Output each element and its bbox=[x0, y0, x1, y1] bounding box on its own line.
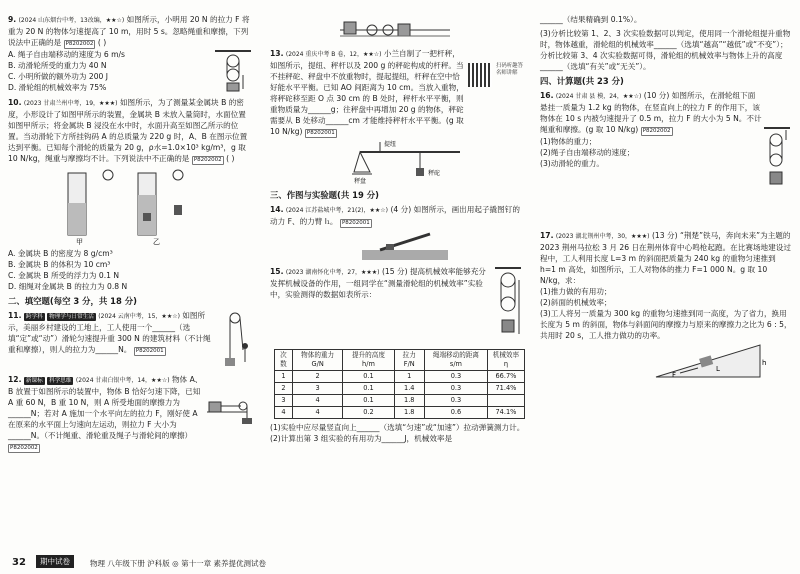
table-row bbox=[275, 371, 525, 383]
q14-number: 14. bbox=[270, 205, 284, 214]
q14-text: 如图所示，画出用起子撬图钉的动力 F、的力臂 l₁。 bbox=[270, 205, 520, 226]
table-cell: 74.1% bbox=[487, 407, 524, 419]
table-row bbox=[275, 383, 525, 395]
question-10 bbox=[8, 97, 253, 292]
q16-pulley-figure bbox=[762, 90, 792, 190]
q12-source: (2024 甘肃白银中考，14，★★☆) bbox=[75, 377, 170, 384]
q16-text: 如图所示，在滑轮组下面悬挂一质量为 1.2 kg 的物体，在竖直向上的拉力 F 的作用下，该物体在 10 s 内被匀速提升了 0.5 m，拉力 F 的大小为 5 N。不计绳重和摩擦。(g 取 10 N/kg) bbox=[540, 91, 762, 134]
q9-option-d: D. 滑轮组的机械效率为 75% bbox=[8, 83, 107, 92]
q10-option-b: B. 金属块 B 的体积为 10 cm³ bbox=[8, 260, 111, 269]
q9-option-c: C. 小明所做的额外功为 200 J bbox=[8, 72, 109, 81]
q15-points: (15 分) bbox=[381, 267, 408, 276]
q11-source: (2024 云南中考，15，★★☆) bbox=[98, 313, 180, 320]
q10-paren: ( ) bbox=[226, 154, 235, 163]
q10-option-a: A. 金属块 B 的密度为 8 g/cm³ bbox=[8, 249, 113, 258]
q13-tag: P8202001 bbox=[306, 130, 335, 136]
question-15 bbox=[270, 266, 525, 444]
q17-sub-1: (1)推力做的有用功； bbox=[540, 287, 612, 296]
section-4-title: 四、计算题(共 23 分) bbox=[540, 76, 624, 86]
table-cell: 4 bbox=[275, 407, 293, 419]
table-cell: 0.1 bbox=[343, 383, 394, 395]
q10-text: 如图所示，为了测量某金属块 B 的密度，小形设计了如图甲所示的装置，金属块 B 未放入量筒时，水面位置如图甲所示；将金属块 B 浸没在水中时，水面升高至如图乙所示的位置。当动滑轮下方所挂钩码 A 的总质量为 220 g 时，A、B 在图示位置达到平衡。已知每个滑轮的质量为 20 g，ρ水=1.0×10³ kg/m³，g 取 10 N/kg，绳重与摩擦均不计。下列说法中不正确的是 bbox=[8, 98, 248, 163]
q14-source: (2024 江苏盐城中考，21(2)，★★☆) bbox=[285, 207, 389, 214]
q15-source: (2023 湖南怀化中考，27，★★★) bbox=[285, 269, 380, 276]
q11-badge-topic: 物理学与日常生活 bbox=[49, 314, 94, 320]
q16-sub-3: (3)动滑轮的重力。 bbox=[540, 159, 604, 168]
q10-number: 10. bbox=[8, 98, 22, 107]
table-header: 机械效率 η bbox=[487, 350, 524, 371]
label-h: h bbox=[762, 359, 767, 367]
q16-tag: P8202002 bbox=[642, 128, 671, 134]
right-column bbox=[540, 14, 792, 385]
q11-tag: P8202001 bbox=[135, 348, 164, 354]
qr-note: 扫码听趣答 名师讲解 bbox=[496, 63, 523, 76]
q14-pry-figure bbox=[360, 228, 450, 262]
question-14 bbox=[270, 204, 525, 262]
qr-code[interactable] bbox=[468, 63, 492, 87]
table-cell: 0.1 bbox=[343, 395, 394, 407]
q17-source: (2023 湖北荆州中考，30，★★★) bbox=[555, 233, 650, 240]
table-row bbox=[275, 407, 525, 419]
q9-number: 9. bbox=[8, 15, 17, 24]
section-2-title: 二、填空题(每空 3 分，共 18 分) bbox=[8, 296, 137, 306]
label-chengtuo: 秤砣 bbox=[428, 170, 441, 177]
q16-source: (2024 甘肃 县 模，24，★★☆) bbox=[555, 93, 642, 100]
page-footer bbox=[0, 552, 800, 574]
q17-sub-2: (2)斜面的机械效率； bbox=[540, 298, 612, 307]
q9-option-a: A. 绳子自由端移动的速度为 6 m/s bbox=[8, 50, 125, 59]
table-cell: 1.4 bbox=[394, 383, 424, 395]
label-L: L bbox=[716, 365, 720, 373]
question-9 bbox=[8, 14, 253, 93]
table-header: 提升的高度 h/m bbox=[343, 350, 394, 371]
question-17 bbox=[540, 230, 792, 381]
figure-label-jia: 甲 bbox=[76, 238, 83, 245]
q15-number: 15. bbox=[270, 267, 284, 276]
table-cell: 0.1 bbox=[343, 371, 394, 383]
q13-steelyard-figure bbox=[350, 138, 470, 186]
q15-sub-1: (1)实验中应尽量竖直向上______（选填“匀速”或“加速”）拉动弹簧测力计。 bbox=[270, 423, 525, 432]
table-header: 绳端移动的距离 s/m bbox=[424, 350, 487, 371]
table-cell: 4 bbox=[292, 395, 343, 407]
q11-badge: 跨学科 bbox=[25, 314, 43, 320]
q17-text: “荆楚”铁马，奔向未来”为主题的 2023 荆州马拉松 3 月 26 日在荆州体育中心鸣枪起跑。在比赛场地建设过程中，工人利用长度 L=3 m 的斜面把质量为 240 kg 的重物匀速推到 h=1 m 高处，如图所示，工人对物体的推力 F=1 000 N。g 取 10 N/kg，求： bbox=[540, 231, 791, 285]
q15-sub-3: (3)分析比较第 1、2、3 次实验数据可以判定，使用同一个滑轮组提升重物时，物体越重，滑轮组的机械效率______（选填“越高”“越低”或“不变”）；分析比较第 3、4 次实验数据可得，滑轮组的机械效率与物体上升的高度______（选填“有关”或“无关”）。 bbox=[540, 29, 791, 71]
footer-info: 物理 八年级下册 沪科版 ◎ 第十一章 素养提优测试卷 bbox=[90, 559, 266, 568]
q11-text: 如图所示，美丽乡村建设的工地上，工人使用一个______（选填“定”或“动”）滑轮匀速提升重 300 N 的建筑材料（不计绳重和摩擦），则人的拉力为______N。 bbox=[8, 311, 211, 354]
label-tinu: 提纽 bbox=[384, 141, 397, 148]
q9-tag: P8202002 bbox=[65, 41, 94, 47]
q12-top-figure bbox=[340, 14, 450, 48]
q9-paren: ( ) bbox=[97, 38, 107, 47]
q14-tag: P8202001 bbox=[341, 220, 370, 226]
table-cell: 4 bbox=[292, 407, 343, 419]
q13-text: 小兰自制了一把杆秤，如图所示，提纽、秤杆以及 200 g 的秤砣构成的杆秤。当不挂秤砣、秤盘中不放重物时，提起提纽，杆秤在空中恰好能水平平衡。已知 AO 间距离为 10 cm。当放入重物，将秤砣移至距 O 点 30 cm 的 B 处时，秤杆水平平衡，则重物质量为______g；往秤盘中再增加 20 g 的物体，秤砣需要从 B 处移动______cm 才能维持秤杆水平平衡。(g 取 10 N/kg) bbox=[270, 49, 464, 136]
label-chengpan: 秤盘 bbox=[354, 178, 367, 185]
table-cell: 0.6 bbox=[424, 407, 487, 419]
q17-number: 17. bbox=[540, 231, 554, 240]
q10-option-c: C. 金属块 B 所受的浮力为 0.1 N bbox=[8, 271, 120, 280]
q13-number: 13. bbox=[270, 49, 284, 58]
table-cell: 2 bbox=[275, 383, 293, 395]
table-cell: 1.8 bbox=[394, 395, 424, 407]
q10-source: (2023 甘肃兰州中考，19，★★★) bbox=[23, 100, 118, 107]
question-16 bbox=[540, 90, 792, 190]
q15-data-table bbox=[274, 349, 525, 419]
q12-pulley-figure bbox=[207, 374, 253, 424]
q17-incline-figure bbox=[650, 341, 770, 381]
q9-text: 如图所示，小明用 20 N 的拉力 F 将重为 20 N 的物体匀速提高了 10 m，用时 5 s。忽略绳重和摩擦，下列说法中正确的是 bbox=[8, 15, 250, 47]
table-cell: 1 bbox=[275, 371, 293, 383]
table-cell: 1 bbox=[394, 371, 424, 383]
table-cell: 2 bbox=[292, 371, 343, 383]
q9-option-b: B. 动滑轮所受的重力为 40 N bbox=[8, 61, 107, 70]
q15-pulley-figure bbox=[491, 266, 525, 346]
figure-label-yi: 乙 bbox=[153, 238, 160, 245]
q12-text: 物体 A、B 放置于如图所示的装置中，物体 B 恰好匀速下降，已知 A 重 60 N，B 重 10 N，则 A 所受地面的摩擦力为______N；若对 A 施加一个水平向左的拉力 F，刚好使 A 在原来的水平面上匀速向左运动，则拉力 F 大小为______N。（不计绳重、滑轮重及绳子与滑轮间的摩擦） bbox=[8, 375, 203, 440]
table-cell: 3 bbox=[275, 395, 293, 407]
q9-pulley-figure bbox=[213, 49, 253, 93]
table-cell: 0.2 bbox=[343, 407, 394, 419]
q15-continuation: ______（结果精确到 0.1%）。 bbox=[540, 15, 642, 24]
table-cell: 0.3 bbox=[424, 395, 487, 407]
table-cell: 3 bbox=[292, 383, 343, 395]
table-cell: 66.7% bbox=[487, 371, 524, 383]
table-cell bbox=[487, 395, 524, 407]
q15-text: 提高机械效率能够充分发挥机械设备的作用，一组同学在“测量滑轮组的机械效率”实验中，实验测得的数据如表所示： bbox=[270, 267, 486, 299]
question-12 bbox=[8, 374, 253, 453]
table-cell: 0.3 bbox=[424, 383, 487, 395]
q15-sub-2: (2)计算出第 3 组实验的有用功为______J，机械效率是 bbox=[270, 434, 453, 443]
q11-worker-figure bbox=[213, 310, 253, 370]
q16-sub-2: (2)绳子自由端移动的速度； bbox=[540, 148, 635, 157]
q12-badge: 新课标 bbox=[25, 378, 43, 384]
q13-source: (2024 重庆中考 B 卷，12，★★☆) bbox=[285, 51, 382, 58]
section-3-title: 三、作图与实验题(共 19 分) bbox=[270, 190, 379, 200]
q16-number: 16. bbox=[540, 91, 554, 100]
table-cell: 71.4% bbox=[487, 383, 524, 395]
q17-sub-3: (3)工人将另一质量为 300 kg 的重物匀速推到同一高度，为了省力，换用长度为 5 m 的斜面，物体与斜面间的摩擦力与原来的摩擦力之比为 6 : 5，共用时 20 s，工人推力做功的功率。 bbox=[540, 309, 792, 340]
q10-cylinder-figure bbox=[58, 165, 208, 245]
table-header: 拉力 F/N bbox=[394, 350, 424, 371]
q10-option-d: D. 细绳对金属块 B 的拉力为 0.8 N bbox=[8, 282, 128, 291]
q16-sub-1: (1)物体的重力； bbox=[540, 137, 597, 146]
label-F: F bbox=[672, 371, 677, 379]
page-number: 32 bbox=[12, 557, 26, 568]
table-cell: 1.8 bbox=[394, 407, 424, 419]
q14-points: (4 分) bbox=[390, 205, 412, 214]
table-row bbox=[275, 395, 525, 407]
q17-points: (13 分) bbox=[651, 231, 678, 240]
q10-tag: P8202002 bbox=[193, 157, 222, 163]
q12-tag: P8202002 bbox=[10, 445, 38, 451]
question-11 bbox=[8, 310, 253, 370]
q9-source: (2024 山东烟台中考，13改编，★★☆) bbox=[18, 17, 125, 24]
left-column bbox=[8, 14, 253, 457]
table-header: 物体的重力 G/N bbox=[292, 350, 343, 371]
footer-brand: 期中试卷 bbox=[36, 555, 74, 568]
table-cell: 0.3 bbox=[424, 371, 487, 383]
q16-points: (10 分) bbox=[643, 91, 670, 100]
q12-number: 12. bbox=[8, 375, 22, 384]
table-header-row bbox=[275, 350, 525, 371]
q12-badge-topic: 科学思维 bbox=[49, 378, 72, 384]
q11-number: 11. bbox=[8, 311, 22, 320]
table-header: 次数 bbox=[275, 350, 293, 371]
